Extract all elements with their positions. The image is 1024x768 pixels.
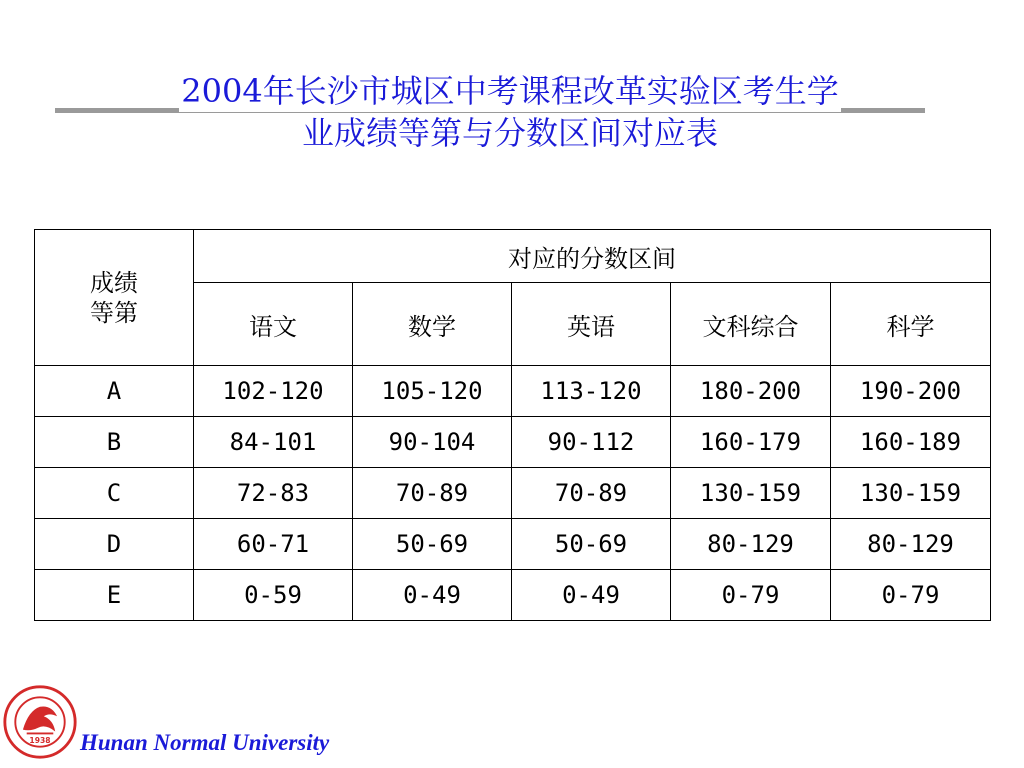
footer	[0, 680, 420, 768]
score-range-cell: 80-129	[671, 519, 831, 570]
score-range-cell: 105-120	[353, 366, 512, 417]
grade-cell: E	[35, 570, 194, 621]
score-range-cell: 160-189	[831, 417, 991, 468]
score-range-cell: 70-89	[353, 468, 512, 519]
subject-header: 数学	[353, 283, 512, 366]
university-name: Hunan Normal University	[80, 730, 330, 755]
score-range-cell: 102-120	[194, 366, 353, 417]
grade-cell: B	[35, 417, 194, 468]
table-row	[35, 417, 991, 468]
subject-header: 英语	[512, 283, 671, 366]
score-range-cell: 60-71	[194, 519, 353, 570]
table-row	[35, 366, 991, 417]
table-row	[35, 519, 991, 570]
score-range-cell: 113-120	[512, 366, 671, 417]
score-range-cell: 0-79	[831, 570, 991, 621]
score-range-cell: 50-69	[512, 519, 671, 570]
score-range-group-header: 对应的分数区间	[194, 230, 991, 283]
subject-header: 科学	[831, 283, 991, 366]
score-range-cell: 160-179	[671, 417, 831, 468]
grade-score-table	[34, 229, 991, 621]
subject-header: 文科综合	[671, 283, 831, 366]
grade-header-line-1: 成绩	[90, 268, 138, 297]
slide-title	[60, 70, 960, 154]
score-range-cell: 80-129	[831, 519, 991, 570]
score-range-cell: 180-200	[671, 366, 831, 417]
subject-header: 语文	[194, 283, 353, 366]
score-range-cell: 130-159	[671, 468, 831, 519]
score-range-cell: 70-89	[512, 468, 671, 519]
score-range-cell: 50-69	[353, 519, 512, 570]
grade-column-header	[35, 230, 194, 366]
score-range-cell: 190-200	[831, 366, 991, 417]
table-row	[35, 570, 991, 621]
table-row	[35, 468, 991, 519]
university-seal-icon	[2, 684, 78, 760]
grade-header-line-2: 等第	[90, 298, 138, 327]
logo-year: 1938	[29, 735, 51, 745]
score-range-cell: 72-83	[194, 468, 353, 519]
score-range-cell: 0-49	[512, 570, 671, 621]
score-range-cell: 90-112	[512, 417, 671, 468]
score-range-cell: 0-79	[671, 570, 831, 621]
score-range-cell: 130-159	[831, 468, 991, 519]
slide-title-line-2: 业成绩等第与分数区间对应表	[301, 114, 718, 152]
score-range-cell: 0-59	[194, 570, 353, 621]
score-range-cell: 84-101	[194, 417, 353, 468]
table-header-row	[35, 230, 991, 283]
grade-cell: A	[35, 366, 194, 417]
grade-cell: D	[35, 519, 194, 570]
slide-title-line-1: 2004年长沙市城区中考课程改革实验区考生学	[181, 72, 839, 110]
grade-cell: C	[35, 468, 194, 519]
score-range-cell: 90-104	[353, 417, 512, 468]
score-range-cell: 0-49	[353, 570, 512, 621]
